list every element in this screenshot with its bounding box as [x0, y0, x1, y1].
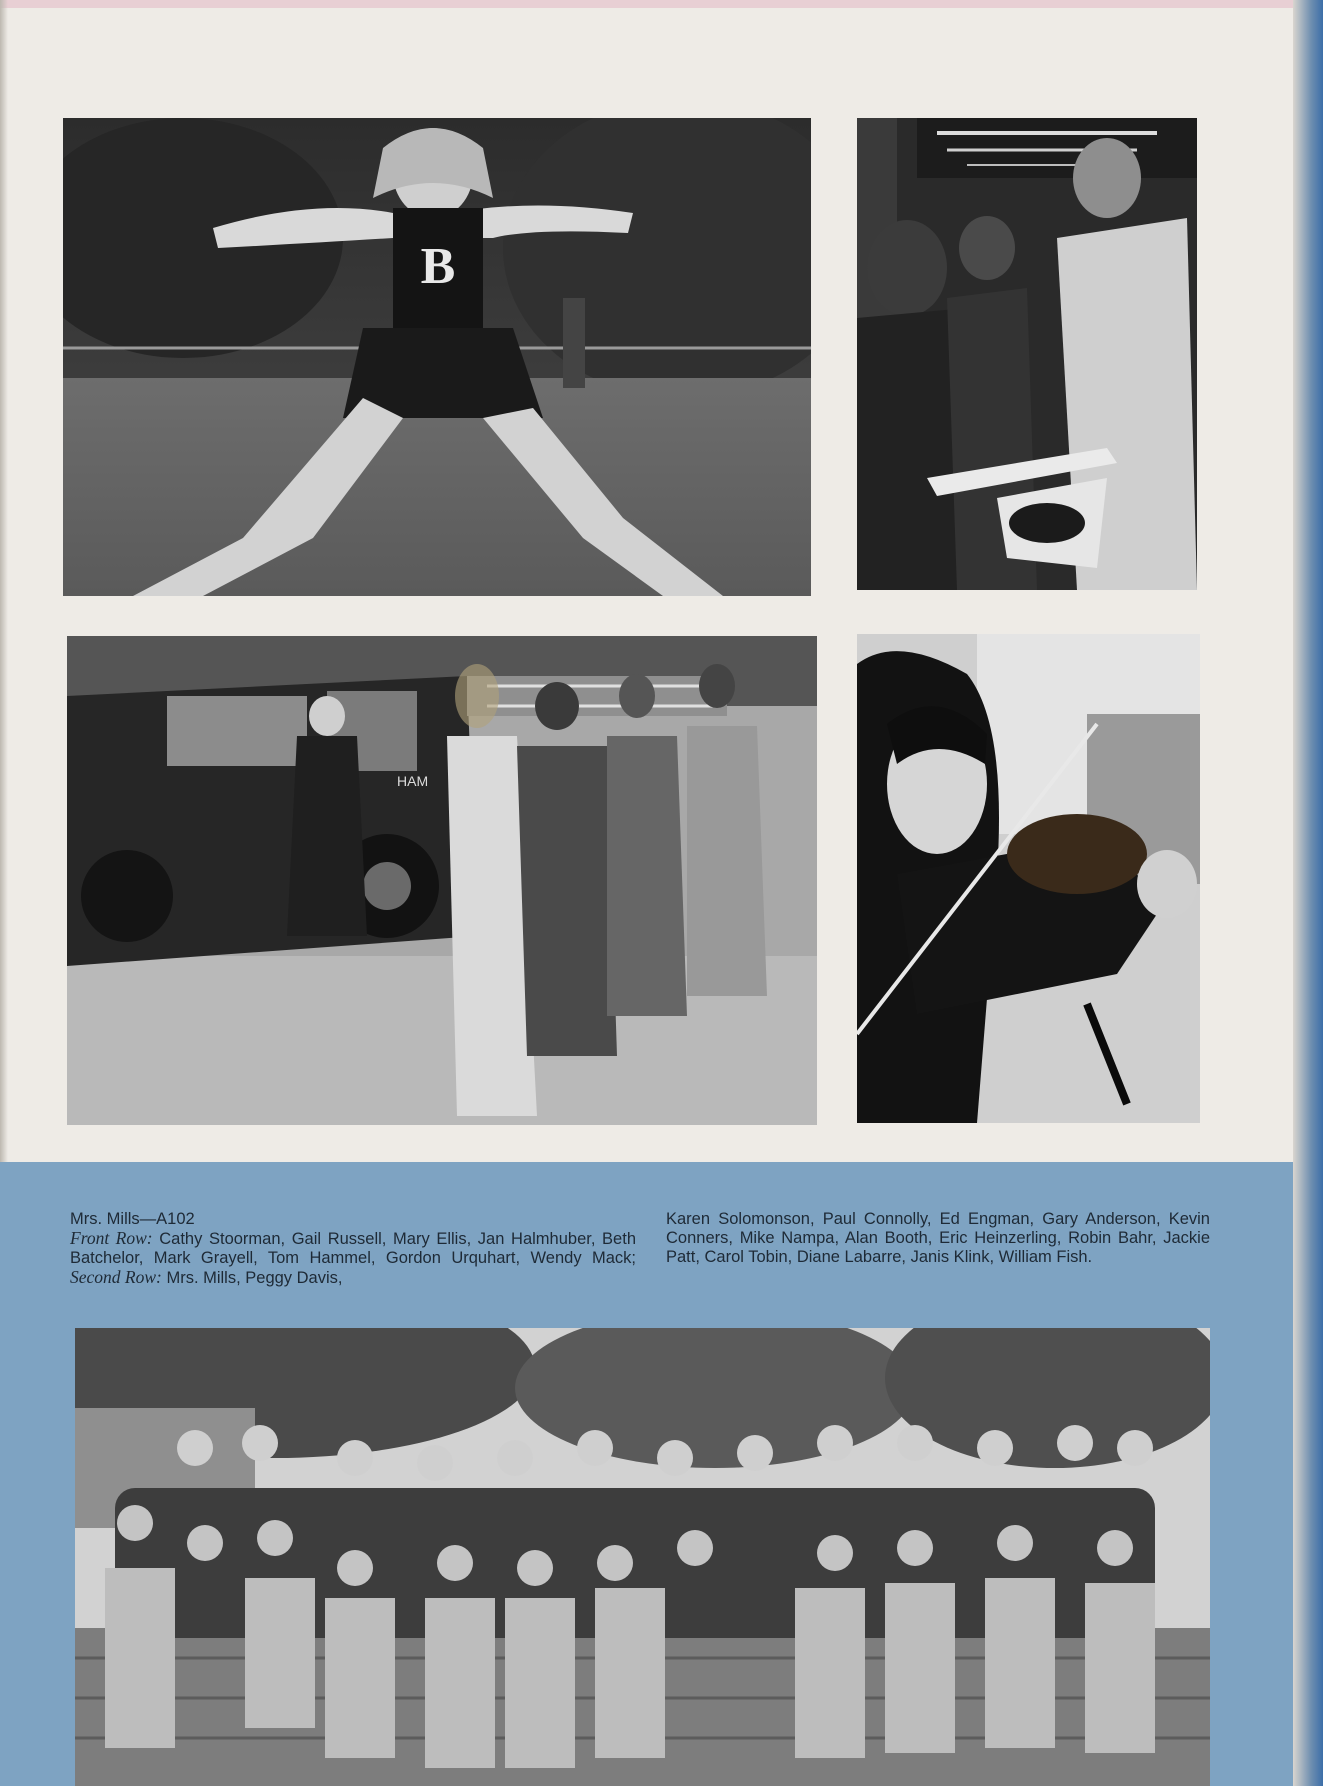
- second-row-label: Second Row:: [70, 1267, 162, 1287]
- page-top-edge: [0, 0, 1323, 8]
- cheerleader-photo: [63, 118, 811, 596]
- sweater-letter: B: [420, 238, 456, 295]
- second-row-names-start: Mrs. Mills, Peggy Davis,: [166, 1269, 343, 1287]
- caption-left-column: [70, 1210, 636, 1288]
- homeroom-group-photo: [75, 1328, 1210, 1786]
- second-row-names-cont: Karen Solomonson, Paul Connolly, Ed Engman, Gary Anderson, Kevin Conners, Mike Nampa, Alan Booth, Eric Heinzerling, Robin Bahr, Jackie Patt, Carol Tobin, Diane Labarre, Janis Klink, William Fish.: [666, 1210, 1210, 1266]
- hallway-students-photo: [857, 118, 1197, 590]
- page-right-edge: [1293, 0, 1323, 1786]
- front-row-names: Cathy Stoorman, Gail Russell, Mary Ellis, Jan Halmhuber, Beth Batchelor, Mark Grayell, Tom Hammel, Gordon Urquhart, Wendy Mack;: [70, 1230, 636, 1267]
- homeroom-label: Mrs. Mills—A102: [70, 1210, 195, 1228]
- truck-lettering: HAM: [397, 773, 429, 789]
- front-row-label: Front Row:: [70, 1228, 153, 1248]
- caption-right-column: [666, 1210, 1210, 1267]
- violinist-photo: [857, 634, 1200, 1123]
- firetruck-crowd-photo: [67, 636, 817, 1125]
